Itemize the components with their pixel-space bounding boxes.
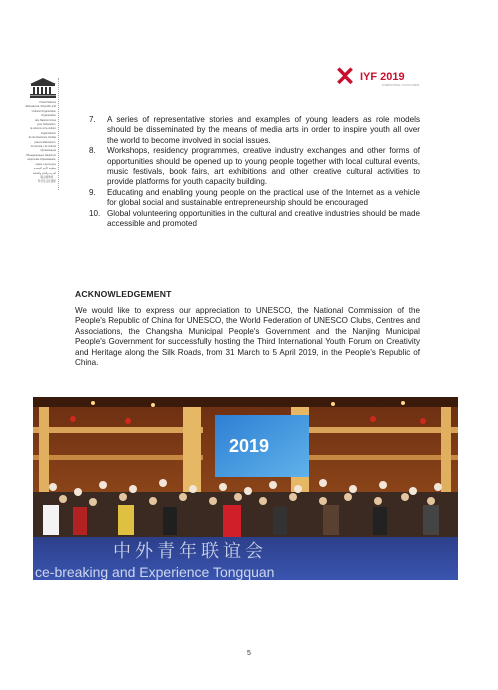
org-name-line: вопросам образования,	[27, 158, 56, 162]
group-photo	[33, 397, 458, 580]
org-name-line: la Ciencia y la Cultura	[30, 145, 56, 149]
org-name-line: des Nations Unies	[34, 118, 56, 122]
screen-year-text: 2019	[229, 436, 270, 456]
recommendations-list	[89, 115, 420, 229]
recommendation-item	[89, 146, 420, 188]
org-name-line: 联合国教育、	[40, 175, 56, 179]
org-name-line: United Nations	[38, 101, 56, 104]
recommendation-item	[89, 209, 420, 230]
org-name-line: la science et la culture	[30, 127, 56, 131]
org-name-line: de las Naciones Unidas	[28, 136, 56, 140]
recommendation-text: Workshops, residency programmes, creative industry exchanges and other forms of opportunities should be opened up to young people together with local cultural events, music festivals, book fairs, art exhibitions and other creative cultural activities to provide platforms for youth capacity building.	[107, 146, 420, 187]
recommendation-text: Global volunteering opportunities in the cultural and creative industries should be made accessible and promoted	[107, 208, 420, 229]
org-name-line: منظمة الأمم المتحدة	[33, 167, 56, 171]
org-name-line: للتربية والعلم والثقافة	[32, 171, 56, 175]
recommendation-number: 7.	[89, 115, 96, 124]
recommendation-number: 9.	[89, 187, 96, 197]
org-name-line: pour l'éducation,	[37, 123, 56, 127]
org-name-line: para la Educación,	[34, 140, 56, 144]
floor-text-english: ce-breaking and Experience Tongquan	[35, 564, 275, 580]
org-name-line: Организация	[40, 149, 56, 153]
recommendation-number: 8.	[89, 146, 96, 156]
org-name-line: Organisation	[41, 114, 56, 118]
recommendation-text: A series of representative stories and examples of young leaders as role models should be disseminated by the means of media arts in order to inspire youth all over the world to become involved in social issues.	[107, 115, 420, 145]
page-number: 5	[247, 650, 251, 657]
acknowledgement-body: We would like to express our appreciation to UNESCO, the National Commission of the People's Republic of China for UNESCO, the World Federation of UNESCO Clubs, Centres and Associations, the Changsha Municipal People's Government and the Nanjing Municipal People's Government for successfully hosting the Third International Youth Forum on Creativity and Heritage along the Silk Roads, from 31 March to 5 April 2019, in the People's Republic of China.	[75, 306, 420, 368]
org-name-line: 科学及文化组织	[37, 180, 56, 184]
acknowledgement-heading: ACKNOWLEDGEMENT	[75, 289, 172, 299]
iyf-logo-subtext: INTERNATIONAL YOUTH FORUM	[382, 84, 420, 87]
recommendation-item	[89, 188, 420, 209]
iyf-2019-logo	[336, 66, 420, 90]
org-name-line: Organización	[40, 131, 56, 135]
org-name-line: Объединенных Наций по	[25, 153, 56, 157]
recommendation-item	[89, 115, 420, 146]
org-name-line: Educational, Scientific and	[25, 105, 56, 109]
sidebar-divider	[58, 78, 59, 190]
org-name-line: Cultural Organization	[31, 109, 56, 113]
unesco-org-names	[10, 101, 56, 185]
recommendation-text: Educating and enabling young people on the practical use of the Internet as a vehicle for global social and sustainable entrepreneurship should be encouraged	[107, 187, 420, 208]
floor-text-chinese: 中外青年联谊会	[113, 541, 267, 562]
recommendation-number: 10.	[89, 208, 101, 218]
org-name-line: науки и культуры	[35, 162, 56, 166]
unesco-logo	[30, 78, 56, 98]
iyf-logo-text: IYF 2019	[360, 71, 405, 83]
